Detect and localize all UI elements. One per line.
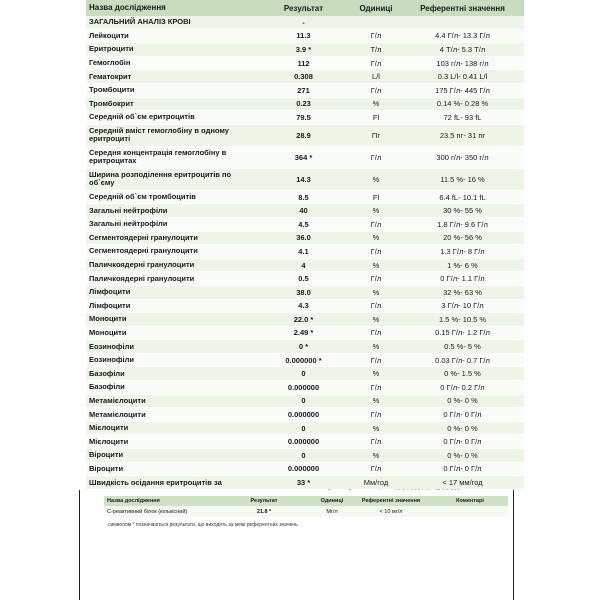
table-row <box>86 169 524 191</box>
cell-result: 11.3 <box>296 31 311 41</box>
blood-test-table <box>86 0 524 490</box>
crp-header-units: Одиниці <box>320 498 344 504</box>
cell-reference: 72 fL- 93 fL <box>443 112 482 122</box>
cell-name: Тромбокрит <box>89 98 134 108</box>
cell-units: % <box>372 369 380 379</box>
cell-units: % <box>372 233 380 243</box>
table-row <box>86 286 524 300</box>
table-row <box>86 98 524 112</box>
cell-name: Лімфоцити <box>89 287 131 297</box>
cell-name: Сегментоядерні гранулоцити <box>89 232 198 242</box>
cell-units: % <box>372 396 380 406</box>
cell-name: Середній вміст гемоглобіну в одному еритроциті <box>89 126 229 144</box>
crp-name: С-реактивний білок (кількісний) <box>107 508 188 515</box>
cell-reference: 0.3 L/l- 0.41 L/l <box>437 72 488 82</box>
table-header <box>86 0 524 16</box>
cell-name: Еозинофіли <box>89 341 134 351</box>
cell-result: 0.000000 <box>287 410 320 420</box>
cell-units: % <box>372 287 380 297</box>
cell-name: Паличкоядерні гранулоцити <box>89 273 195 283</box>
cell-result: 0.000000 <box>287 382 320 392</box>
cell-reference: 3 Г/л- 10 Г/л <box>441 301 484 311</box>
cell-name: Тромбоцити <box>89 85 135 95</box>
cell-units: Fl <box>372 192 380 202</box>
table-row <box>86 245 524 259</box>
table-row <box>86 300 524 314</box>
crp-header-reference: Референтні значення <box>361 498 421 504</box>
cell-reference: 0 Г/л- 1.1 Г/л <box>440 274 485 284</box>
cell-name: Загальні нейтрофіли <box>89 219 168 229</box>
cell-name: Мієлоцити <box>89 436 129 446</box>
table-row <box>86 272 524 286</box>
cell-result: 0.308 <box>294 72 313 82</box>
cell-result: 14.3 <box>296 174 311 184</box>
footnote: символом * позначаються результати, що виходять за межі референтних значень <box>108 522 298 528</box>
table-row <box>86 395 524 409</box>
cell-result: 3.9 * <box>295 44 312 54</box>
table-row <box>86 30 524 44</box>
cell-name: Еозинофіли <box>89 355 134 365</box>
cell-units: L/l <box>372 72 380 82</box>
cell-reference: 0 Г/л- 0 Г/л <box>443 437 482 447</box>
cell-units: % <box>372 314 380 324</box>
table-row <box>86 232 524 246</box>
crp-table <box>104 496 508 517</box>
cell-reference: 0.5 %- 5 % <box>444 342 481 352</box>
cell-name: Середній об`єм еритроцитів <box>89 112 195 122</box>
cell-name: Сегментоядерні гранулоцити <box>89 246 198 256</box>
cell-reference: 1.8 Г/л- 9.6 Г/л <box>437 219 488 229</box>
cell-units: % <box>372 423 380 433</box>
cell-result: 0.000000 <box>287 437 320 447</box>
crp-row <box>104 506 508 517</box>
cell-reference: 0 Г/л- 0 Г/л <box>443 410 482 420</box>
cell-units: Пг <box>371 130 381 140</box>
table-row <box>86 43 524 57</box>
table-row <box>86 340 524 354</box>
cell-name: Віроцити <box>89 450 124 460</box>
cell-reference: 0.14 %- 0.28 % <box>436 99 489 109</box>
cell-name: Метамієлоцити <box>89 409 146 419</box>
cell-result: 38.0 <box>296 287 311 297</box>
cell-name: Паличкоядерні гранулоцити <box>89 260 195 270</box>
table-row <box>86 327 524 341</box>
table-row <box>86 367 524 381</box>
cell-name: Еритроцити <box>89 44 134 54</box>
cell-reference: 0.15 Г/л- 1.2 Г/л <box>435 328 490 338</box>
cell-units: % <box>372 174 380 184</box>
crp-header-comments: Коментарі <box>456 498 484 504</box>
table-row <box>86 313 524 327</box>
cell-units: Т/л <box>370 44 382 54</box>
cell-name: Базофіли <box>89 368 125 378</box>
table-row <box>86 463 524 477</box>
cell-units: Fl <box>372 112 380 122</box>
crp-reference: < 10 мг/л <box>379 508 403 515</box>
cell-reference: 32 %- 63 % <box>443 287 482 297</box>
table-row <box>86 84 524 98</box>
table-row <box>86 381 524 395</box>
header-result: Результат <box>283 3 324 13</box>
cell-name: Віроцити <box>89 463 124 473</box>
cell-reference: 103 г/л- 138 г/л <box>436 58 489 68</box>
cell-reference: 1.3 Г/л- 8 Г/л <box>440 246 485 256</box>
cell-reference: 4 Т/л- 5.3 Т/л <box>439 44 486 54</box>
cell-units: % <box>372 260 380 270</box>
table-row <box>86 354 524 368</box>
cell-result: 28.9 <box>296 130 311 140</box>
cell-result: 0 <box>301 450 306 460</box>
table-row <box>86 218 524 232</box>
table-row <box>86 147 524 169</box>
table-body <box>86 16 524 490</box>
table-row <box>86 449 524 463</box>
table-row <box>86 191 524 205</box>
cell-units: Г/л <box>370 219 382 229</box>
cell-reference: < 17 мм/год <box>442 478 483 488</box>
cell-units: Г/л <box>370 246 382 256</box>
cell-reference: 0 %- 0 % <box>447 423 478 433</box>
cell-reference: 20 %- 56 % <box>443 233 482 243</box>
cell-result: 4.1 <box>298 246 309 256</box>
cell-result: 4.5 <box>298 219 309 229</box>
table-row <box>86 70 524 84</box>
table-row <box>86 435 524 449</box>
cell-units: Г/л <box>370 152 382 162</box>
table-row <box>86 476 524 490</box>
cell-result: 364 * <box>294 152 313 162</box>
cell-reference: 0 Г/л- 0 Г/л <box>443 464 482 474</box>
table-row <box>86 57 524 71</box>
cell-result: 40 <box>299 206 308 216</box>
cell-result: 22.0 * <box>293 314 314 324</box>
cell-result: 4 <box>301 260 306 270</box>
cell-result: 0 * <box>298 342 309 352</box>
cell-reference: 1.5 %- 10.5 % <box>438 314 487 324</box>
cell-units: Г/л <box>370 85 382 95</box>
cell-units: Г/л <box>370 31 382 41</box>
header-reference: Референтні значення <box>420 3 505 13</box>
cell-units: Г/л <box>370 382 382 392</box>
crp-table-header <box>104 496 508 506</box>
cell-result: 0.000000 <box>287 464 320 474</box>
cell-units: Г/л <box>370 301 382 311</box>
cell-units: % <box>372 342 380 352</box>
cell-name: Базофіли <box>89 382 125 392</box>
header-name: Назва дослідження <box>89 3 166 12</box>
cell-name: Середня концентрація гемоглобіну в еритроцитах <box>89 148 227 166</box>
cell-reference: 6.4 fL- 10.1 fL <box>439 192 486 202</box>
cell-reference: 300 г/л- 350 г/л <box>436 152 489 162</box>
cell-reference: 0.03 Г/л- 0.7 Г/л <box>435 355 490 365</box>
cell-name: Швидкість осідання еритроцитів за <box>89 477 222 487</box>
cell-reference: 23.5 пг- 31 пг <box>439 130 486 140</box>
cell-units: % <box>372 99 380 109</box>
cell-units: Г/л <box>370 464 382 474</box>
cell-name: Середній об`єм тромбоцитів <box>89 192 196 202</box>
cell-name: Лейкоцити <box>89 30 129 40</box>
crp-header-result: Результат <box>250 498 278 504</box>
cell-name: Моноцити <box>89 314 127 324</box>
cell-units: Г/л <box>370 410 382 420</box>
table-row <box>86 16 524 30</box>
table-row <box>86 422 524 436</box>
table-row <box>86 204 524 218</box>
table-row <box>86 125 524 147</box>
cell-result: 0.5 <box>298 274 309 284</box>
cell-name: Ширина розподілення еритроцитів по об`єму <box>89 170 232 188</box>
cell-name: Моноцити <box>89 327 127 337</box>
cell-result: 0.000000 * <box>285 355 322 365</box>
cell-result: 0 <box>301 369 306 379</box>
table-row <box>86 408 524 422</box>
cell-name: ЗАГАЛЬНИЙ АНАЛІЗ КРОВІ <box>89 17 191 27</box>
cell-result: 79.5 <box>296 112 311 122</box>
cell-result: 271 <box>297 85 310 95</box>
cell-result: 36.0 <box>296 233 311 243</box>
cell-name: Метамієлоцити <box>89 395 146 405</box>
header-units: Одиниці <box>359 3 393 13</box>
table-row <box>86 259 524 273</box>
cell-reference: 0 %- 0 % <box>447 450 478 460</box>
cell-units: Г/л <box>370 274 382 284</box>
cell-reference: 30 %- 55 % <box>443 206 482 216</box>
cell-name: Гематокрит <box>89 71 132 81</box>
crp-header-name: Назва дослідження <box>107 498 160 504</box>
cell-reference: 0 Г/л- 0.2 Г/л <box>440 382 485 392</box>
cell-name: Гемоглобін <box>89 58 131 68</box>
cell-reference: 4.4 Г/л- 13.3 Г/л <box>435 31 490 41</box>
crp-document <box>79 490 514 600</box>
cell-reference: 1 %- 6 % <box>447 260 478 270</box>
cell-result: 33 * <box>296 478 311 488</box>
cell-result: 0 <box>301 396 306 406</box>
cell-reference: 175 Г/л- 445 Г/л <box>435 85 490 95</box>
cell-units: Г/л <box>370 355 382 365</box>
cell-reference: 0 %- 0 % <box>447 396 478 406</box>
cell-units: Г/л <box>370 58 382 68</box>
crp-result: 21.8 * <box>256 508 272 515</box>
table-row <box>86 111 524 125</box>
cell-reference: 0 %- 1.5 % <box>444 369 481 379</box>
cell-result: - <box>302 17 305 27</box>
cell-reference: 11.5 %- 16 % <box>440 174 485 184</box>
cell-result: 0 <box>301 423 306 433</box>
cell-result: 8.5 <box>298 192 309 202</box>
crp-units: Мг/л <box>326 508 338 515</box>
cell-units: Г/л <box>370 437 382 447</box>
cell-units: Г/л <box>370 328 382 338</box>
cell-result: 112 <box>297 58 310 68</box>
cell-result: 2.49 * <box>293 328 314 338</box>
cell-name: Лімфоцити <box>89 300 131 310</box>
cell-units: % <box>372 450 380 460</box>
cell-name: Мієлоцити <box>89 423 129 433</box>
cell-result: 4.3 <box>298 301 309 311</box>
cell-name: Загальні нейтрофіли <box>89 205 168 215</box>
cell-result: 0.23 <box>296 99 311 109</box>
cell-units: Мм/год <box>363 478 389 488</box>
cell-units: % <box>372 206 380 216</box>
